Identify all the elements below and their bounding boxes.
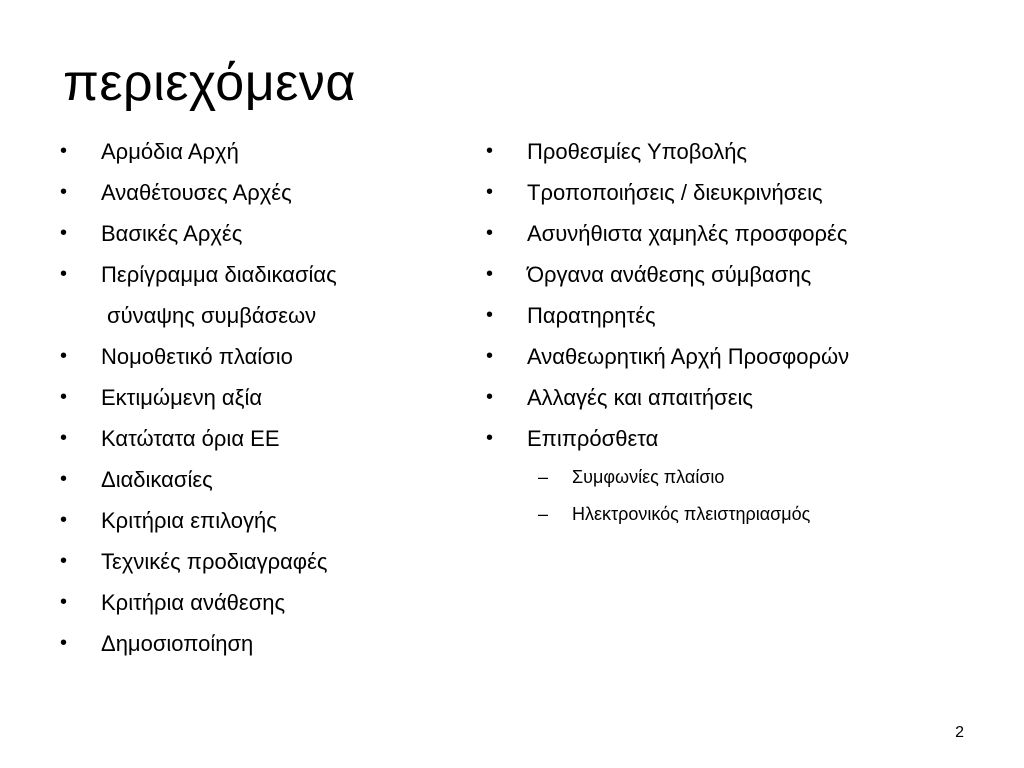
bullet-icon: • [486,263,494,285]
bullet-icon: • [60,263,68,285]
list-item-text: Αρμόδια Αρχή [101,139,239,164]
sub-list-item [486,496,986,533]
list-item-text: Αλλαγές και απαιτήσεις [527,385,754,410]
bullet-icon: • [486,222,494,244]
list-item-text: Εκτιμώμενη αξία [101,385,263,410]
list-item [486,418,986,459]
list-item-text: Τροποποιήσεις / διευκρινήσεις [527,180,823,205]
bullet-icon: • [60,181,68,203]
list-item [486,213,986,254]
sub-list-item-text: Συμφωνίες πλαίσιο [572,467,725,487]
list-item [486,172,986,213]
bullet-icon: • [60,550,68,572]
bullet-icon: • [60,386,68,408]
list-item [60,582,460,623]
list-item-text: Παρατηρητές [527,303,656,328]
list-item-text: Βασικές Αρχές [101,221,243,246]
list-item-text: Νομοθετικό πλαίσιο [101,344,293,369]
dash-icon: – [538,504,549,524]
list-item-text: Προθεσμίες Υποβολής [527,139,748,164]
list-item [60,254,460,295]
list-item-continuation [60,295,460,336]
list-item [60,336,460,377]
bullet-icon: • [486,140,494,162]
list-item [60,623,460,664]
bullet-icon: • [486,345,494,367]
list-item-text: Ασυνήθιστα χαμηλές προσφορές [527,221,848,246]
bullet-icon: • [486,181,494,203]
bullet-icon: • [486,304,494,326]
list-item [486,377,986,418]
bullet-icon: • [60,345,68,367]
list-item-text: Διαδικασίες [101,467,213,492]
list-item-text: Περίγραμμα διαδικασίας [101,262,337,287]
bullet-icon: • [60,427,68,449]
list-item-text: Αναθεωρητική Αρχή Προσφορών [527,344,850,369]
bullet-icon: • [60,591,68,613]
bullet-icon: • [60,632,68,654]
sub-list-item [486,459,986,496]
bullet-icon: • [60,140,68,162]
list-item-text: Κριτήρια ανάθεσης [101,590,286,615]
list-item [60,541,460,582]
list-item-text: Τεχνικές προδιαγραφές [101,549,328,574]
left-bullet-list [60,131,460,664]
list-item-text: Κατώτατα όρια ΕΕ [101,426,280,451]
bullet-icon: • [486,427,494,449]
page-number: 2 [955,724,964,741]
bullet-icon: • [60,509,68,531]
list-item [60,213,460,254]
list-item-text: Επιπρόσθετα [527,426,659,451]
list-item [60,131,460,172]
list-item-text: Αναθέτουσες Αρχές [101,180,292,205]
list-item [60,459,460,500]
list-item-text: Δημοσιοποίηση [101,631,254,656]
list-item-text: Όργανα ανάθεσης σύμβασης [527,262,812,287]
list-item [60,500,460,541]
slide-title: περιεχόμενα [63,54,356,112]
list-item [486,336,986,377]
sub-list-item-text: Ηλεκτρονικός πλειστηριασμός [572,504,811,524]
right-bullet-list [486,131,986,533]
list-item [486,295,986,336]
list-item [60,418,460,459]
dash-icon: – [538,467,549,487]
list-item-text: Κριτήρια επιλογής [101,508,277,533]
list-item [486,131,986,172]
bullet-icon: • [486,386,494,408]
list-item [486,254,986,295]
list-item-text: σύναψης συμβάσεων [107,303,317,328]
bullet-icon: • [60,468,68,490]
list-item [60,172,460,213]
bullet-icon: • [60,222,68,244]
list-item [60,377,460,418]
